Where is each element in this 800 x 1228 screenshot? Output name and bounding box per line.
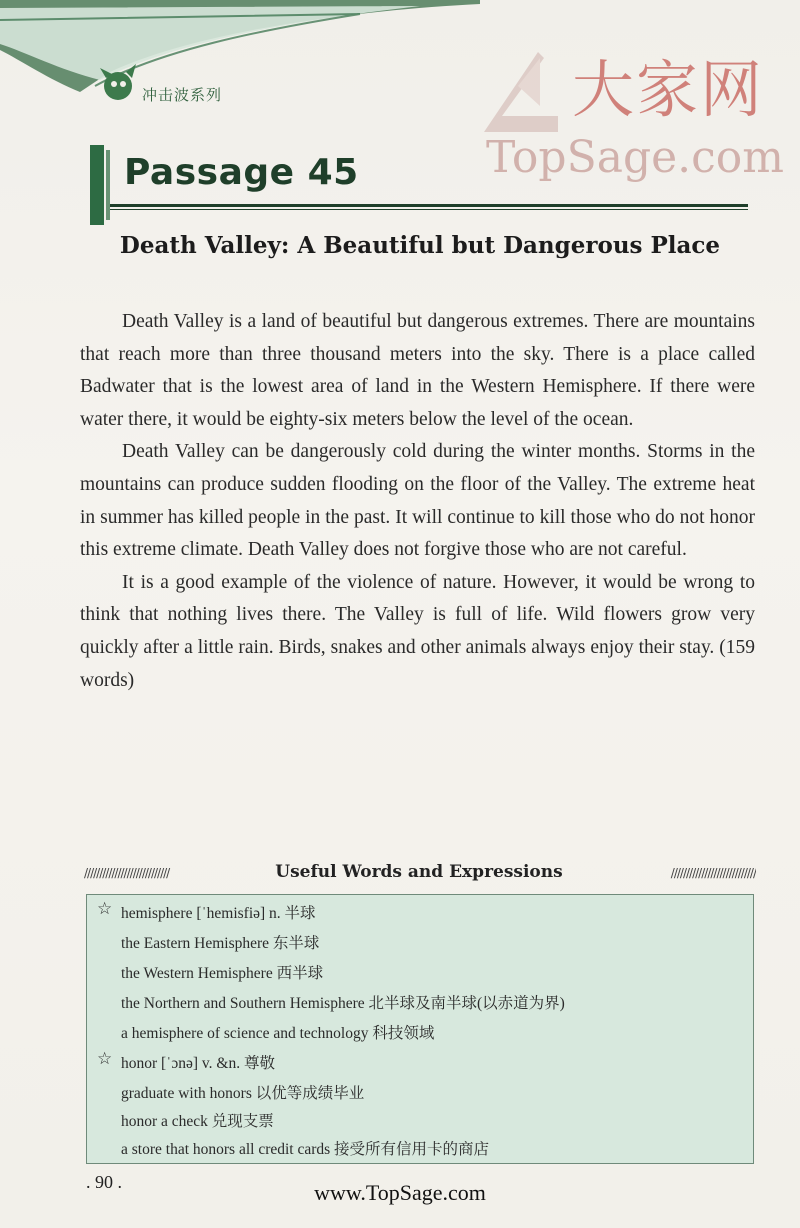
- vocab-example: the Northern and Southern Hemisphere 北半球及南半球(以赤道为界): [121, 995, 565, 1012]
- vocab-example: the Western Hemisphere 西半球: [121, 965, 324, 982]
- passage-rule: [110, 204, 748, 207]
- article-body: [80, 306, 755, 697]
- vocab-title: Useful Words and Expressions: [275, 862, 563, 882]
- star-icon: ☆: [97, 899, 113, 919]
- paragraph-3: It is a good example of the violence of nature. However, it would be wrong to think that nothing lives there. The Valley is full of life. Wild flowers grow very quickly after a little rain. Birds, snakes and other animals always enjoy their stay. (159 words): [80, 571, 755, 691]
- watermark-logo-icon: [478, 46, 564, 136]
- footer-url: www.TopSage.com: [314, 1180, 486, 1205]
- header-swoosh-decoration: [0, 0, 480, 110]
- vocab-example: graduate with honors 以优等成绩毕业: [121, 1085, 365, 1102]
- paragraph-2: Death Valley can be dangerously cold during the winter months. Storms in the mountains can produce sudden flooding on the floor of the Valley. The extreme heat in summer has killed people in the past. It will continue to kill those who do not honor this extreme climate. Death Valley does not forgive those who are not careful.: [80, 441, 755, 561]
- decorative-slashes-right: ////////////////////////////: [670, 866, 756, 880]
- passage-bar-thick: [90, 145, 104, 225]
- vocab-box: [86, 894, 754, 1164]
- decorative-slashes-left: ////////////////////////////: [84, 866, 170, 880]
- watermark-chinese: 大家网: [572, 53, 765, 126]
- vocab-example: the Eastern Hemisphere 东半球: [121, 935, 320, 952]
- mascot-logo-icon: [96, 62, 142, 106]
- vocab-header: [84, 862, 756, 888]
- series-label: 冲击波系列: [142, 86, 223, 104]
- vocab-example: a hemisphere of science and technology 科技领域: [121, 1025, 435, 1042]
- vocab-entry-headword: honor [ˈɔnə] v. &n. 尊敬: [121, 1055, 275, 1072]
- star-icon: ☆: [97, 1049, 113, 1069]
- vocab-example: honor a check 兑现支票: [121, 1113, 274, 1130]
- vocab-example: a store that honors all credit cards 接受所有信用卡的商店: [121, 1141, 490, 1158]
- article-title: Death Valley: A Beautiful but Dangerous Place: [119, 232, 721, 259]
- watermark-english: TopSage.com: [486, 132, 785, 183]
- vocab-entry-headword: hemisphere [ˈhemisfiə] n. 半球: [121, 905, 316, 922]
- paragraph-1: Death Valley is a land of beautiful but dangerous extremes. There are mountains that reach more than three thousand meters into the sky. There is a place called Badwater that is the lowest area of land in the Western Hemisphere. If there were water there, it would be eighty-six meters below the level of the ocean.: [80, 311, 755, 430]
- passage-rule-thin: [110, 209, 748, 210]
- passage-number-heading: Passage 45: [124, 152, 359, 193]
- page-number: . 90 .: [86, 1172, 122, 1192]
